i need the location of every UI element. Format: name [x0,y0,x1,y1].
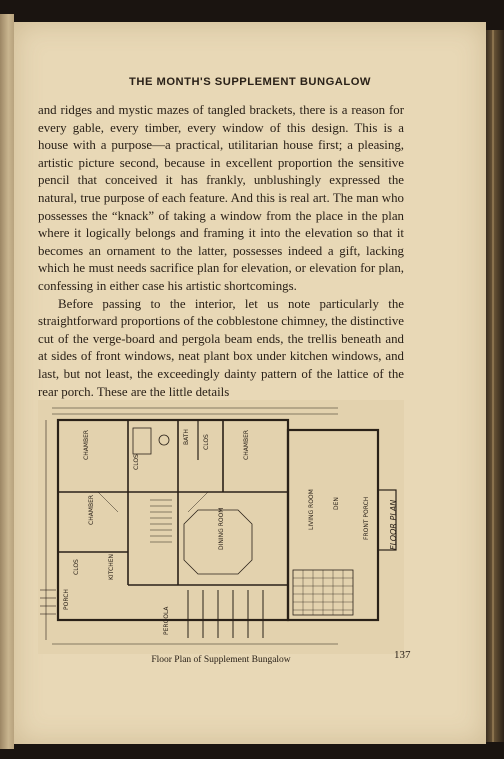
room-label-pergola: PERGOLA [163,606,170,635]
running-head: THE MONTH'S SUPPLEMENT BUNGALOW [129,76,371,88]
room-label-clos-1: CLOS [133,454,140,470]
book-page [14,22,486,744]
floor-plan-stamp: FLOOR PLAN [389,499,398,550]
room-label-bath: BATH [183,429,190,445]
left-page-edge [0,14,14,749]
floor-plan-drawing [38,400,404,654]
paragraph-1: and ridges and mystic mazes of tangled brackets, there is a reason for every gable, every timber, every window of this design. This is a house with a purpose—a practical, utilitarian house first; a pleasing, artistic picture second, because in excellent proportion the sensitive pencil that conceived it has frankly, unblushingly expressed the natural, true purpose of each feature. And this is real art. The man who possesses the “knack” of taking a window from the place in the plan where it logically belongs and framing it into the elevation so that it becomes an ornament to the latter, possesses indeed a gift, lacking which he must needs sacrifice plan for elevation, or elevation for plan, confessing in either case his artistic shortcomings. [38,103,404,293]
room-label-clos-2: CLOS [203,434,210,450]
room-label-dining-room: DINING ROOM [218,507,225,550]
room-label-living-room: LIVING ROOM [308,489,315,530]
room-label-front-porch: FRONT PORCH [363,496,370,540]
paragraph-2: Before passing to the interior, let us note particularly the straightforward proportions of the cobblestone chimney, the distinctive cut of the verge-board and pergola beam ends, the trellis beneath and at sides of front windows, neat plant box under kitchen windows, and last, but not least, the exceedingly dainty pattern of the lattice of the rear porch. These are the little details [38,296,404,399]
room-label-chamber-3: CHAMBER [243,429,250,460]
right-page-edge [486,30,504,742]
room-label-den: DEN [333,497,340,510]
room-label-kitchen: KITCHEN [108,554,115,580]
room-label-porch: PORCH [63,589,70,610]
page-number: 137 [394,649,411,661]
room-label-clos-3: CLOS [73,559,80,575]
figure-caption: Floor Plan of Supplement Bungalow [151,655,291,665]
room-label-chamber-2: CHAMBER [88,494,95,525]
room-label-chamber-1: CHAMBER [83,429,90,460]
body-text [38,102,404,401]
